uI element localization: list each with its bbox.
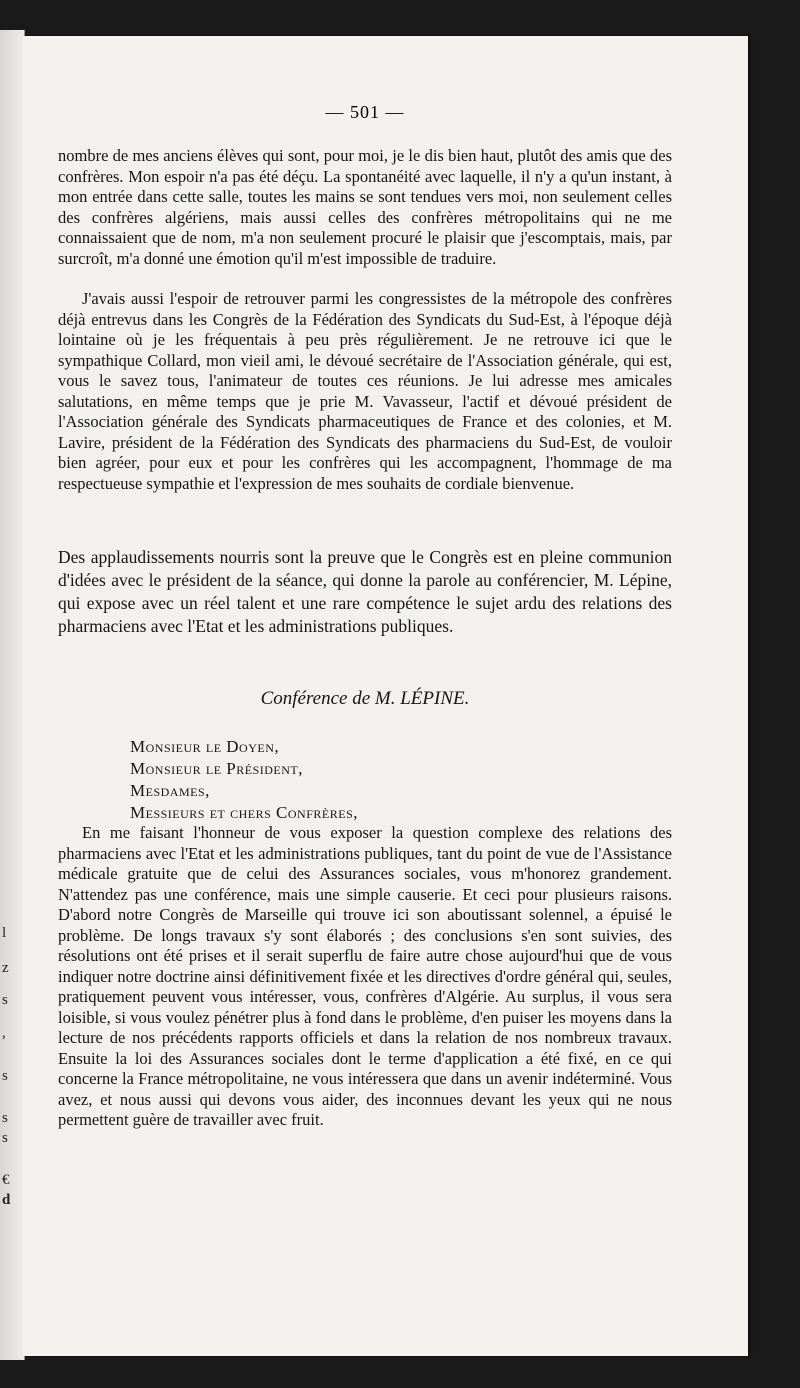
paragraph-1: nombre de mes anciens élèves qui sont, pour moi, je le dis bien haut, plutôt des amis que des confrères. Mon espoir n'a pas été déçu. La spontanéité avec laquelle, il n'y a qu'un instant, à mon entrée dans cette salle, toutes les mains se sont tendues vers moi, non seulement celles des confrères algériens, mais aussi celles des confrères métropolitains qui ne me connaissaient que de nom, m'a non seulement procuré le plaisir que j'escomptais, mais, par surcroît, m'a donné une émotion qu'il m'est impossible de traduire.: [58, 146, 672, 268]
margin-mark: d: [2, 1192, 11, 1208]
margin-mark: z: [2, 960, 9, 976]
margin-mark: s: [2, 992, 8, 1008]
margin-mark: s: [2, 1130, 8, 1146]
salutation-line: Monsieur le Doyen,: [130, 737, 280, 756]
book-page: [22, 36, 748, 1356]
margin-mark: ,: [2, 1025, 6, 1041]
paragraph-3: Des applaudissements nourris sont la preuve que le Congrès est en pleine communion d'idées avec le président de la séance, qui donne la parole au conférencier, M. Lépine, qui expose avec un réel talent et une rare compétence le sujet ardu des relations des pharmaciens avec l'Etat et les administrations publiques.: [58, 547, 672, 636]
margin-mark: s: [2, 1068, 8, 1084]
salutation-line: Mesdames,: [130, 781, 210, 800]
salutation-line: Monsieur le Président,: [130, 759, 303, 778]
conference-title: Conférence de M. LÉPINE.: [260, 688, 470, 709]
salutations: [130, 736, 358, 824]
paragraph-2: J'avais aussi l'espoir de retrouver parmi les congressistes de la métropole des confrères déjà entrevus dans les Congrès de la Fédération des Syndicats du Sud-Est, à l'époque déjà lointaine où je les fréquentais à peu près régulièrement. Je ne retrouve ici que le sympathique Collard, mon vieil ami, le dévoué secrétaire de l'Association générale, qui est, vous le savez tous, l'animateur de toutes ces réunions. Je lui adresse mes amicales salutations, en même temps que je prie M. Vavasseur, l'actif et dévoué président de l'Association générale des Syndicats pharmaceutiques de France et des colonies, et M. Lavire, président de la Fédération des Syndicats des pharmaciens du Sud-Est, de vouloir bien agréer, pour eux et pour les confrères qui les accompagnent, l'hommage de ma respectueuse sympathie et l'expression de mes souhaits de cordiale bienvenue.: [58, 289, 672, 493]
page-number: — 501 —: [325, 102, 405, 122]
margin-mark: s: [2, 1110, 8, 1126]
margin-mark: l: [2, 925, 7, 941]
margin-mark: €: [2, 1172, 10, 1188]
salutation-line: Messieurs et chers Confrères,: [130, 803, 358, 822]
speech-paragraph: En me faisant l'honneur de vous exposer la question complexe des relations des pharmaciens avec l'Etat et les administrations publiques, tant du point de vue de l'Assistance médicale gratuite que de celui des Assurances sociales, vous m'honorez grandement. N'attendez pas une conférence, mais une simple causerie. Et ceci pour plusieurs raisons. D'abord notre Congrès de Marseille qui trouve ici son aboutissant solennel, a épuisé le problème. De longs travaux s'y sont élaborés ; des conclusions s'en sont suivies, des résolutions ont été prises et il serait superflu de faire autre chose aujourd'hui que de vous indiquer notre doctrine ainsi définitivement fixée et les directives d'ordre général qui, seules, pratiquement peuvent vous intéresser, vous, confrères d'Algérie. Au surplus, il vous sera loisible, si vous voulez pénétrer plus à fond dans le problème, d'en puiser les moyens dans la lecture de nos précédents rapports officiels et dans la relation de nos nombreux travaux. Ensuite la loi des Assurances sociales dont le terme d'application a été fixé, en ce qui concerne la France métropolitaine, ne vous intéressera que dans un avenir indéterminé. Vous avez, et nous aussi qui devons vous aider, des inconnues devant les yeux qui ne nous permettent guère de travailler avec fruit.: [58, 823, 672, 1129]
